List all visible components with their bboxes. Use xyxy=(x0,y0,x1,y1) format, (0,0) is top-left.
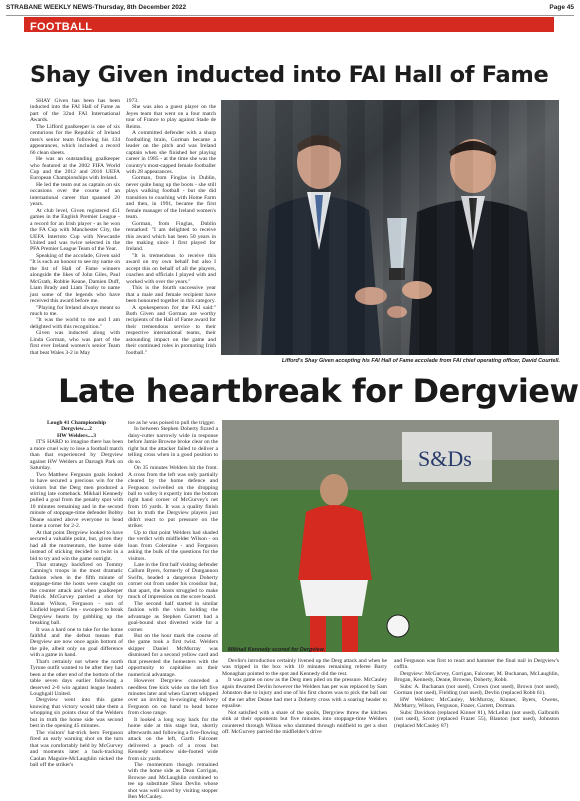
paragraph: A committed defender with a sharp footballing brain, Gorman became a leader on the pitch and was Ireland captain when she finished her playing career in 1985 - at the time she was the country's most-capped female footballer with 28 appearances. xyxy=(126,130,217,175)
paragraph: Gorman, from Finglas, Dublin remarked: "I am delighted to receive this award which has been 50 years in the making since I first played for Ireland. xyxy=(126,220,216,253)
paragraph: The Lifford goalkeeper is one of six centurions for the Republic of Ireland men's senior team following his 134 appearances, which included a record 66 clean sheets. xyxy=(30,123,120,156)
paragraph: He was an outstanding goalkeeper who featured at the 2002 FIFA World Cup and the 2012 and 2016 UEFA European Championships with Ireland. xyxy=(30,156,120,182)
paragraph: However Dergview conceded a needless free kick wide on the left five minutes later and when Garrett whipped over an inviting in-swinging delivery Ferguson on on hand to head home from close range. xyxy=(128,678,218,717)
story2-column-4 xyxy=(394,658,559,734)
paragraph: She was also a guest player on the Jeyes team that went on a four match tour of France to play against Stade de Reims. xyxy=(126,104,216,130)
result-competition: Lough 41 Championship xyxy=(46,420,107,426)
paragraph: A spokesperson for the FAI said:" Both Given and Gorman are worthy recipients of the Hall of Fame award for their tremendous service to their respective international teams, their astounding impact on the game and their continued roles in promoting Irish football." xyxy=(126,304,216,356)
paragraph: It looked a long way back for the home side at this stage but, shortly afterwards and following a five-flowing attack on the left, Garth Falconer delivered a peach of a cross but Kennedy somehow side-footed wide from six yards. xyxy=(128,716,218,762)
paragraph: 1973. xyxy=(126,98,139,104)
story1-headline: Shay Given inducted into FAI Hall of Fame xyxy=(30,62,549,88)
paragraph: Two Matthew Ferguson goals looked to have secured a precious win for the visitors but the Derg men produced a stirring late comeback. Mikhail Kennedy pulled a goal from the penalty spot with 10 minutes remaining and in the second minute of stoppage-time defender Bobby Deane soared above everyone to head home a corner for 2-2. xyxy=(30,471,123,530)
paragraph: It was a hard one to take for the home faithful and the defeat means that Dergview are now once again bottom of the pile, albeit only on goal difference with a game in hand. xyxy=(30,626,123,659)
svg-text:S&Ds: S&Ds xyxy=(418,446,472,471)
story2-column-3 xyxy=(222,658,387,734)
story1-photo xyxy=(221,100,559,355)
paragraph: On 35 minutes Welders hit the front. A cross from the left was only partially cleared by the home defence and Ferguson swivelled on the dropping ball to volley it expertly into the bottom right hand corner of McGurvey's net from 16 yards. It was a quality finish but in truth the Dergview players just didn't react to put pressure on the striker. xyxy=(128,465,218,530)
paragraph: IT'S HARD to imagine there has been a more cruel way to lose a football match than that experienced by Dergview against HW Welders at Darragh Park on Saturday. xyxy=(30,439,123,472)
paragraph: toe as he was poised to pull the trigger. xyxy=(128,420,216,426)
story1-caption: Lifford's Shay Given accepting his FAI Hall of Fame accolade from FAI chief operating officer, David Courtell. xyxy=(281,358,560,364)
result-home: Dergview....2 xyxy=(61,426,92,433)
story2-column-1 xyxy=(30,420,123,769)
story2-caption: Mikhail Kennedy scored for Dergview. xyxy=(228,647,326,653)
paragraph: SHAY Given has been has been inducted into the FAI Hall of Fame as part of the 32nd FAI International Awards. xyxy=(30,98,120,124)
paragraph: That's certainly not where the north Tyrone outfit wanted to be after they had been at the other end of the bottom of the table seven days earlier following a deserved 2-0 win against league leaders Loughgall United. xyxy=(30,658,123,698)
story1-column-1 xyxy=(30,98,120,363)
story1-column-2 xyxy=(126,98,216,363)
paragraph: He led the team out as captain on six occasions over the course of an international career that spanned 20 years. xyxy=(30,181,120,208)
paragraph: But on the hour mark the course of the game took a first twist. Welders skipper Daniel McMurray was dismissed for a second yellow card and that presented the homesters with the opportunity to capitalise on their numerical advantage. xyxy=(128,632,218,678)
paragraph: This is the fourth successive year that a male and female recipient have been honoured together in this category. xyxy=(126,285,216,305)
section-label: FOOTBALL xyxy=(30,21,93,33)
paragraph: The momentum though remained with the home side as Dean Corrigan, Browne and McLaughlin combined to tee up substitute Shea Devlin whose shot was well saved by visiting stopper Ben McCauley. xyxy=(128,762,218,801)
paragraph: "Playing for Ireland always meant so much to me. xyxy=(30,304,120,317)
paragraph: Speaking of the accolade, Given said "It is such an honour to see my name on the list of Hall of Fame winners alongside the likes of John Giles, Paul McGrath, Robbie Keane, Damien Duff, Liam Brady and Liam Tuohy to name just some of the legends who have received this award before me. xyxy=(30,252,120,305)
section-banner xyxy=(24,17,554,32)
paragraph: The visitors' hat-trick hero Ferguson fired an early warning shot on the turn that was comfortably held by McGurvey and moments later a back-tracking Caolan Maguire-McLaughlin nicked the ball off the striker's xyxy=(30,729,123,769)
paragraph: Dergview: McGurvey, Corrigan, Falconer, M. Buchanan, McLaughlin, Brogan, Kennedy, Deane, Browne, Doherty, Robb. xyxy=(394,670,559,684)
paragraph: At that point Dergview looked to have secured a valuable point, but, given they had all the momentum, the home side instead of sticking decided to twist in a bid to try and win the game outright. xyxy=(30,529,123,562)
paragraph: That strategy backfired on Tommy Canning's troops in the most dramatic fashion when in the fifth minute of stoppage-time the hosts were caught on the counter attack and when goalkeeper Patrick McGurvey parried a shot by Ronan Wilson, Ferguson - son of Linfield legend Glen - swooped to break Dergview hearts by gobbling up the breaking ball. xyxy=(30,561,123,627)
paragraph: Subs: A. Buchanan (not used), Crown (not used), Brown (not used), Gorman (not used), Fielding (not used), Devlin (replaced Robb 61). xyxy=(394,683,559,697)
header-rule xyxy=(6,15,574,16)
publication-line: STRABANE WEEKLY NEWS-Thursday, 8th December 2022 xyxy=(6,4,187,11)
paragraph: Dergview went into this game knowing that victory would take them a whopping six points clear of the Welders but in truth the home side was second best in the opening 45 minutes. xyxy=(30,697,123,730)
paragraph: Not satisfied with a share of the spoils, Dergview threw the kitchen sink at their opponents but five minutes into stoppage-time Welders countered through Wilson who slammed through midfield to get a shot off. McGurvey parried the midfielder's drive xyxy=(222,709,387,735)
paragraph: HW Welders: McCauley, McMurray, Kinner, Byers, Owens, McMurry, Wilson, Ferguson, Frazer, Garrett, Dorman. xyxy=(394,696,559,710)
paragraph: Devlin's introduction certainly livened up the Derg attack and when he was tripped in the box with 10 minutes remaining referee Barry Monaghan pointed to the spot and Kennedy did the rest. xyxy=(222,658,387,677)
page-header xyxy=(6,4,574,14)
paragraph: It was game on now as the Derg men piled on the pressure. McCauley again thwarted Devlin however the Welders has per was replaced by Sam Johnston due to injury and one of his first chores was to pick the ball out of the net after Deane had met a Doherty cross with a soaring header to equalise. xyxy=(222,677,387,710)
story2-headline: Late heartbreak for Dergview xyxy=(58,372,579,410)
story2-column-2 xyxy=(128,420,218,801)
paragraph: Subs: Davidson (replaced Kinner 81), McLellan (not used), Galbraith (not used), Scott (replaced Frazer 55), Blanton (not used), Johnston (replaced McCauley 87) xyxy=(394,709,559,729)
paragraph: "It was the world to me and I am delighted with this recognition." xyxy=(30,317,120,330)
paragraph: The second half started in similar fashion with the visits holding the advantage as Stephen Garrett had a goal-bound shot diverted wide for a corner. xyxy=(128,600,218,633)
paragraph: At club level, Given registered 451 games in the English Premier League - a record for an Irish player - as he won the FA Cup with Manchester City, the UEFA Intertoto Cup with Newcastle United and was twice selected in the PFA Premier League Team of the Year. xyxy=(30,207,120,253)
paragraph: and Ferguson was first to react and hammer the final nail in Dergview's coffin. xyxy=(394,658,559,671)
page-number: Page 45 xyxy=(549,4,574,11)
paragraph: Late in the first half visiting defender Callum Byers, formerly of Dungannon Swifts, headed a dangerous Doherty corner out from under his crossbar but, that apart, the hosts struggled to make much of impression on the score board. xyxy=(128,561,218,601)
paragraph: Up to that point Welders had shaded the verdict with midfielder Wilson - on loan from Coleraine - and Ferguson asking the bulk of the questions for the visitors. xyxy=(128,529,218,562)
paragraph: "It is tremendous to receive this award on my own behalf but also I accept this on behalf of all the players, coaches and officials I played with and worked with over the years." xyxy=(126,252,216,285)
paragraph: Given was inducted along with Linda Gorman, who was part of the first ever Ireland women's senior Team that beat Wales 3-2 in May xyxy=(30,330,120,356)
paragraph: Gorman, from Finglas in Dublin, never quite hung up the boots - she still plays walking football - but she did transition to coaching with Home Farm and then, in 1991, became the first female manager of the Ireland women's team. xyxy=(126,175,216,221)
story2-photo xyxy=(222,420,559,652)
football-match-illustration xyxy=(222,420,559,652)
paragraph: In between Stephen Doherty fizzed a daisy-cutter narrowly wide in response before Jamie Browne broke clear on the right but the attacker failed to deliver a telling cross when in a good position to do so. xyxy=(128,426,218,465)
result-away: HW Welders....3 xyxy=(56,432,97,439)
